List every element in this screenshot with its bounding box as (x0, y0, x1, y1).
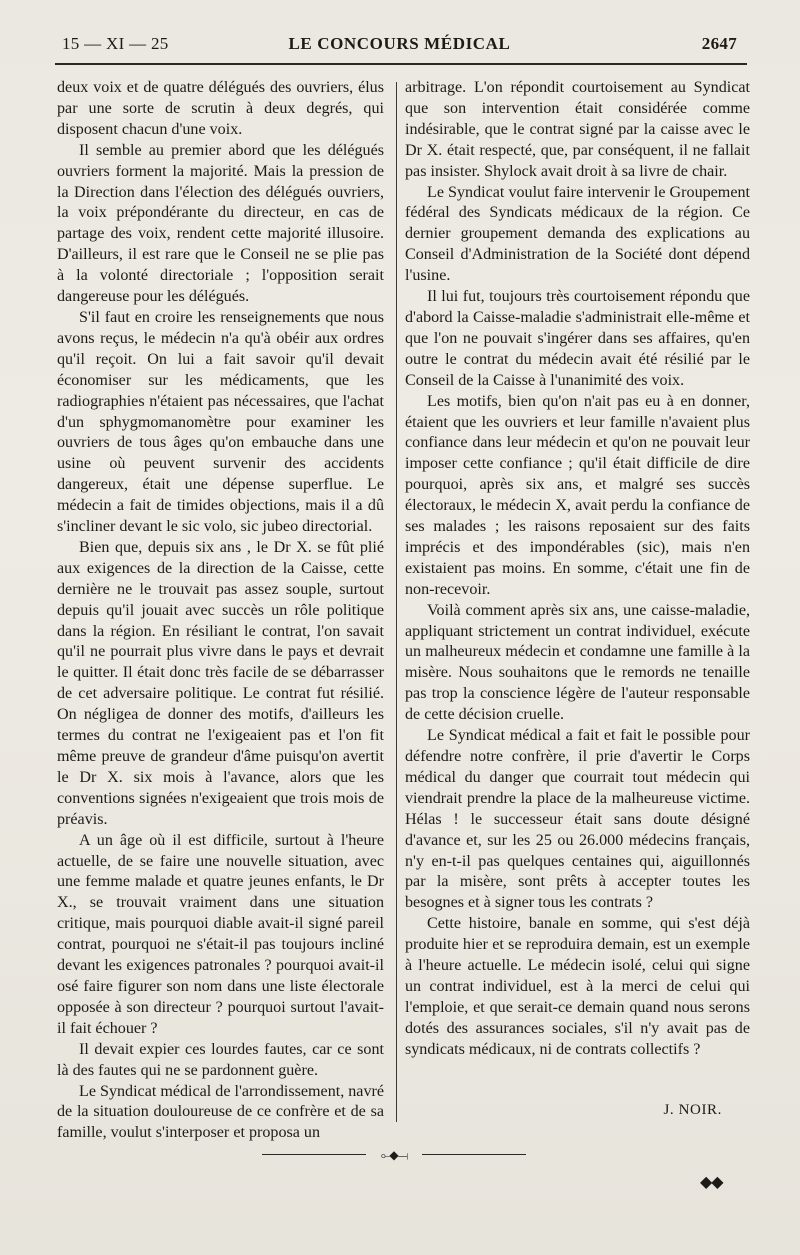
author-signature: J. NOIR. (663, 1102, 722, 1118)
column-divider (396, 82, 397, 1122)
running-header (62, 34, 737, 60)
ornament-right-rule (422, 1154, 526, 1155)
issue-folio: 15 — XI — 25 (62, 34, 169, 53)
section-ornament (262, 1148, 526, 1162)
right-paragraph-7: Cette histoire, banale en somme, qui s'est déjà produite hier et se reproduira demain, est un exemple à l'heure actuelle. Le médecin isolé, celui qui signe un contrat individuel, est à la merci de celui qui l'emploie, et que serait-ce demain quand nous serons dotés des assurances sociales, s'il n'y avait pas de syndicats médicaux, ni de contrats collectifs ? (405, 915, 750, 1058)
header-rule (55, 63, 747, 65)
right-paragraph-2: Le Syndicat voulut faire intervenir le Groupement fédéral des Syndicats médicaux de la région. Ce dernier groupement demanda des explications au Conseil d'Administration de la Société dont dépend l'usine. (405, 183, 750, 285)
ornament-diamond-icon: ⟜◆⟞ (380, 1148, 408, 1162)
left-paragraph-5: A un âge où il est difficile, surtout à l'heure actuelle, de se faire une nouvelle situation, avec une femme malade et quatre jeunes enfants, le Dr X., se trouvait vraiment dans une situation critique, mais pourquoi diable avait-il signé pareil contrat, pourquoi ne s'était-il pas toujours incliné devant les exigences patronales ? pourquoi avait-il osé faire figurer son nom dans une liste électorale opposée à son directeur ? pourquoi surtout l'avait-il fait échouer ? (57, 831, 384, 1037)
right-paragraph-6: Le Syndicat médical a fait et fait le possible pour défendre notre confrère, il prie d'avertir le Corps médical du danger que courrait tout médecin qui viendrait prendre la place de la malheureuse victime. Hélas ! le successeur était sans doute désigné d'avance et, sur les 25 ou 26.000 médecins français, n'y en-t-il pas quelques centaines qui, aiguillonnés par la misère, sont prêts à accepter toutes les besognes et à signer tous les contrats ? (405, 727, 750, 912)
left-paragraph-6: Il devait expier ces lourdes fautes, car ce sont là des fautes qui ne se pardonnent guère. (57, 1040, 384, 1079)
left-paragraph-7: Le Syndicat médical de l'arrondissement, navré de la situation douloureuse de ce confrère et de sa famille, voulut s'interposer et proposa un (57, 1082, 384, 1142)
right-paragraph-3: Il lui fut, toujours très courtoisement répondu que d'abord la Caisse-maladie s'administrait elle-même et que l'on ne pouvait s'ingérer dans ses affaires, qu'en outre le contrat du médecin avait été résilié par le Conseil de la Caisse à l'unanimité des voix. (405, 288, 750, 389)
ornament-left-rule (262, 1154, 366, 1155)
left-column (57, 78, 384, 1144)
left-paragraph-3: S'il faut en croire les renseignements que nous avons reçus, le médecin n'a qu'à obéir aux ordres qu'il reçoit. On lui a fait savoir qu'il devait économiser sur les médicaments, que les radiographies n'étaient pas nécessaires, que l'achat d'un sphygmomanomètre pour examiner les ouvriers de tous âges qu'on embauche dans une usine où peuvent survenir des accidents dangereux, était une dépense superflue. Le médecin a fait de timides objections, mais il a dû s'incliner devant le sic volo, sic jubeo directorial. (57, 308, 384, 536)
page-number: 2647 (701, 34, 737, 53)
right-paragraph-4: Les motifs, bien qu'on n'ait pas eu à en donner, étaient que les ouvriers et leur famille n'avaient plus confiance dans leur médecin et qu'on ne pouvait leur imposer cette confiance ; qu'il était difficile de dire pourquoi, après six ans, et malgré ses succès électoraux, le médecin X, avait perdu la confiance de ses malades ; les raisons reposaient sur des faits imprécis et des impondérables (sic), mais n'en existaient pas moins. En somme, c'était une fin de non-recevoir. (405, 392, 750, 598)
journal-title: LE CONCOURS MÉDICAL (288, 34, 511, 53)
left-paragraph-1: deux voix et de quatre délégués des ouvriers, élus par une sorte de scrutin à deux degrés, qui disposent chacun d'une voix. (57, 79, 384, 138)
right-column (405, 78, 750, 1061)
left-paragraph-4: Bien que, depuis six ans , le Dr X. se fût plié aux exigences de la direction de la Caisse, cette dernière ne le trouvait pas assez souple, surtout depuis qu'il jouait avec succès un rôle politique dans la région. En résiliant le contrat, l'on savait qu'il ne pourrait plus vivre dans le pays et devrait le quitter. Il était donc très facile de se débarrasser de cet adversaire politique. Le contrat fut résilié. On négligea de donner des motifs, d'ailleurs les termes du contrat ne l'exigeaient pas et l'on fit même preuve de grandeur d'âme puisqu'on avertit le Dr X. six mois à l'avance, alors que les conventions signées n'exigeaient que trois mois de préavis. (57, 538, 384, 828)
end-mark-icon: ◆◆ (700, 1172, 723, 1191)
right-paragraph-5: Voilà comment après six ans, une caisse-maladie, appliquant strictement un contrat individuel, exécute un malheureux médecin et condamne une famille à la misère. Nous souhaitons que le remords ne tenaille pas trop la conscience légère de l'auteur responsable de cette décision cruelle. (405, 601, 750, 724)
right-paragraph-1: arbitrage. L'on répondit courtoisement au Syndicat que son intervention était considérée comme indésirable, que le contrat signé par la caisse avec le Dr X. était respecté, que, par conséquent, il ne fallait pas insister. Shylock avait droit à sa livre de chair. (405, 79, 750, 180)
left-paragraph-2: Il semble au premier abord que les délégués ouvriers forment la majorité. Mais la pression de la Direction dans l'élection des délégués ouvriers, la voix prépondérante du directeur, en cas de partage des voix, rendent cette majorité illusoire. D'ailleurs, il est rare que le Conseil ne se plie pas à la volonté directoriale ; l'opposition serait dangereuse pour les délégués. (57, 141, 384, 306)
